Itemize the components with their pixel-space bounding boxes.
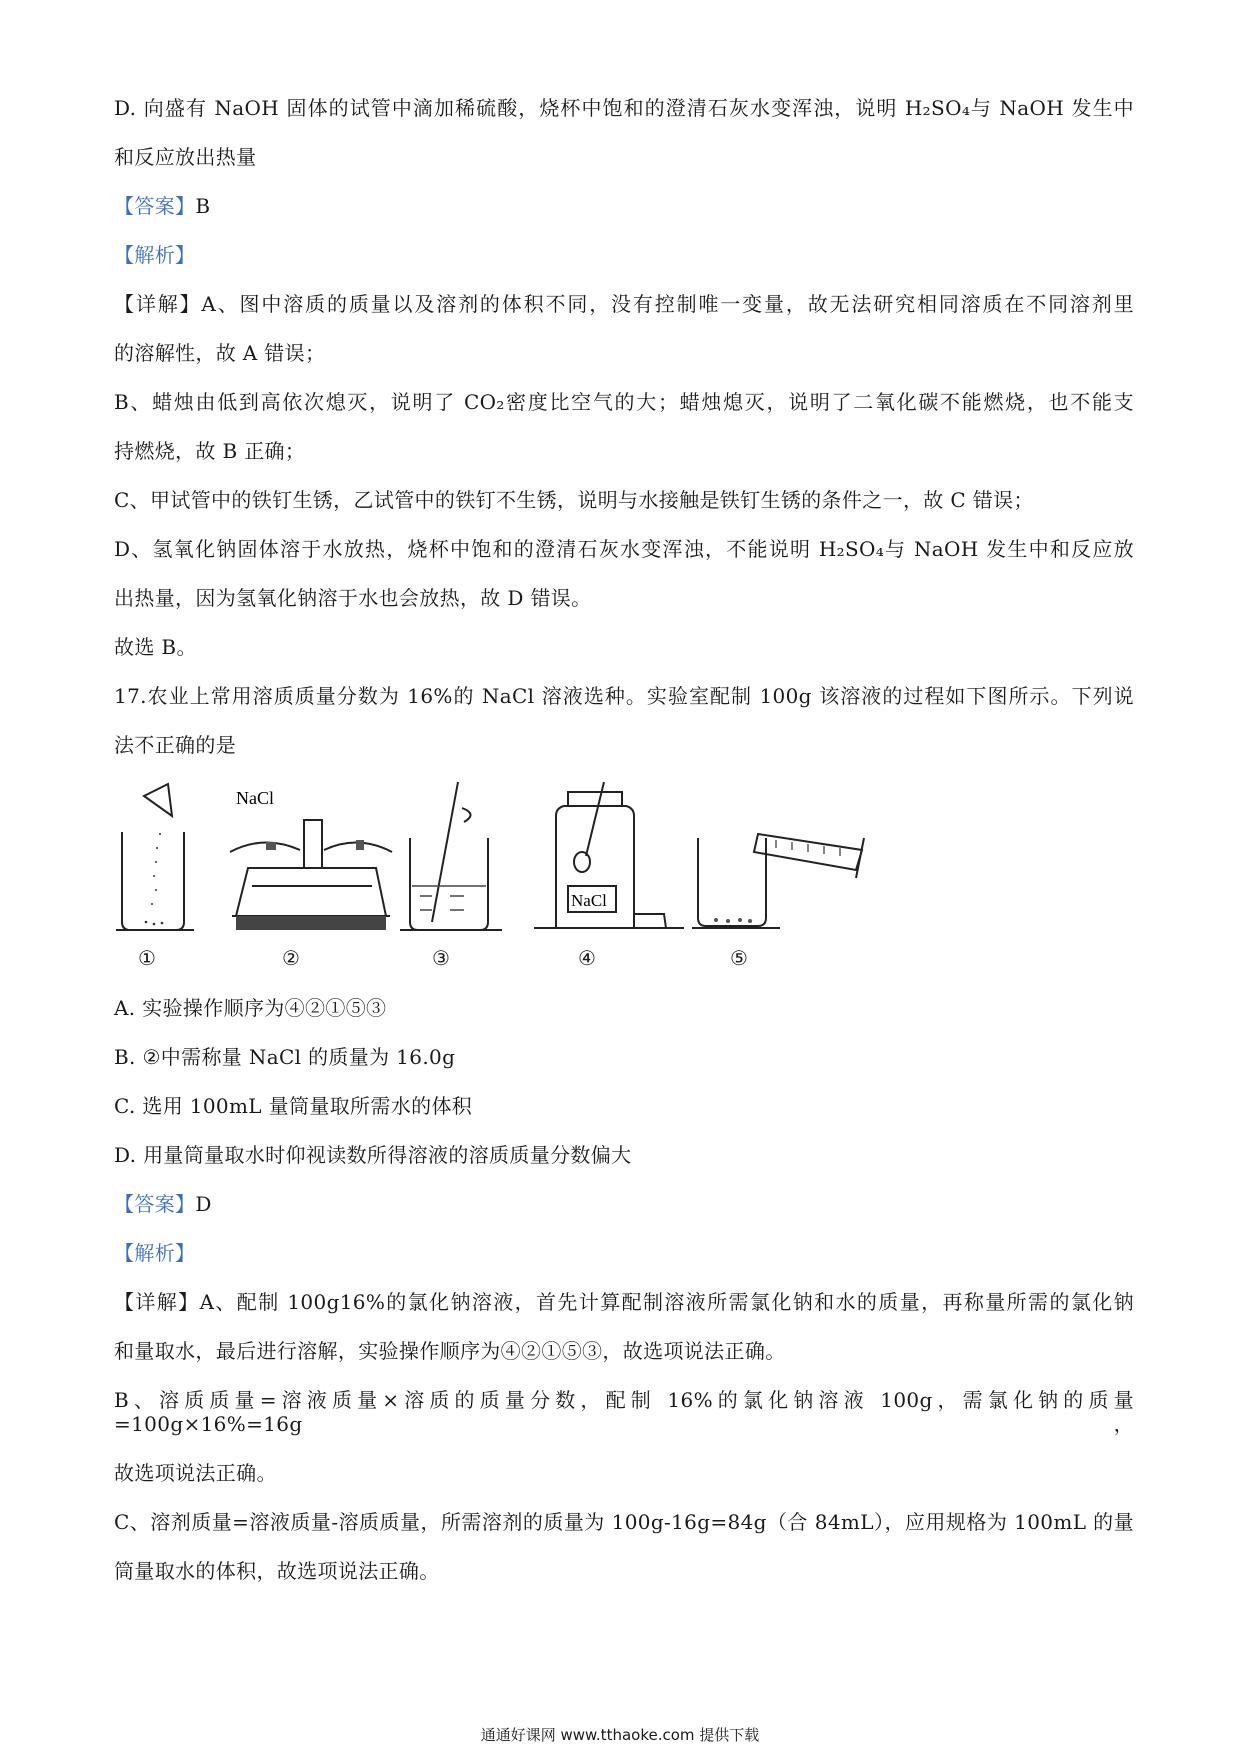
q16-answer <box>114 194 1134 218</box>
q16-analysis-tag: 【解析】 <box>114 243 196 267</box>
q17-option-c: C. 选用 100mL 量筒量取所需水的体积 <box>114 1094 473 1118</box>
q17-detail-b-line1: B、溶质质量=溶液质量×溶质的质量分数，配制 16%的氯化钠溶液 100g，需氯化钠的质量=100g×16%=16g， <box>114 1388 1134 1436</box>
q16-detail-b-line2: 持燃烧，故 B 正确； <box>114 439 306 463</box>
q16-detail-d-line1: D、氢氧化钠固体溶于水放热，烧杯中饱和的澄清石灰水变浑浊，不能说明 H₂SO₄与 NaOH 发生中和反应放 <box>114 537 1134 561</box>
balance-nacl-label: NaCl <box>236 788 274 808</box>
q17-detail-a-line2: 和量取水，最后进行溶解，实验操作顺序为④②①⑤③，故选项说法正确。 <box>114 1339 786 1363</box>
step1-pour-solid-figure <box>116 782 196 932</box>
step-label-1: ① <box>138 946 156 970</box>
step2-balance-figure <box>226 782 396 934</box>
q17-option-d: D. 用量筒量取水时仰视读数所得溶液的溶质质量分数偏大 <box>114 1143 632 1167</box>
q17-stem-line2: 法不正确的是 <box>114 733 237 757</box>
answer-tag: 【答案】 <box>114 194 196 218</box>
answer-value: B <box>195 194 211 218</box>
page-footer: 通通好课网 www.tthaoke.com 提供下载 <box>480 1726 760 1744</box>
q17-stem-line1: 17.农业上常用溶质质量分数为 16%的 NaCl 溶液选种。实验室配制 100g 该溶液的过程如下图所示。下列说 <box>114 684 1134 708</box>
q16-conclusion: 故选 B。 <box>114 635 197 659</box>
q17-analysis-tag: 【解析】 <box>114 1241 196 1265</box>
q16-detail-b-line1: B、蜡烛由低到高依次熄灭，说明了 CO₂密度比空气的大；蜡烛熄灭，说明了二氧化碳不能燃烧，也不能支 <box>114 390 1134 414</box>
q16-detail-d-line2: 出热量，因为氢氧化钠溶于水也会放热，故 D 错误。 <box>114 586 592 610</box>
step-label-3: ③ <box>432 946 450 970</box>
q16-detail-a-line1: 【详解】A、图中溶质的质量以及溶剂的体积不同，没有控制唯一变量，故无法研究相同溶质在不同溶剂里 <box>114 292 1134 316</box>
q17-answer <box>114 1192 1134 1216</box>
step-label-4: ④ <box>578 946 596 970</box>
step-label-2: ② <box>282 946 300 970</box>
q17-detail-c-line1: C、溶剂质量=溶液质量-溶质质量，所需溶剂的质量为 100g-16g=84g（合 84mL），应用规格为 100mL 的量 <box>114 1510 1134 1534</box>
bottle-nacl-label: NaCl <box>571 891 607 910</box>
q16-option-d-line1: D. 向盛有 NaOH 固体的试管中滴加稀硫酸，烧杯中饱和的澄清石灰水变浑浊，说明 H₂SO₄与 NaOH 发生中 <box>114 96 1134 120</box>
q16-detail-c: C、甲试管中的铁钉生锈，乙试管中的铁钉不生锈，说明与水接触是铁钉生锈的条件之一，故 C 错误； <box>114 488 1034 512</box>
q16-detail-a-line2: 的溶解性，故 A 错误； <box>114 341 326 365</box>
q17-experiment-figure <box>114 782 1134 982</box>
q17-option-a: A. 实验操作顺序为④②①⑤③ <box>114 996 387 1020</box>
answer-value: D <box>195 1192 212 1216</box>
q17-detail-a-line1: 【详解】A、配制 100g16%的氯化钠溶液，首先计算配制溶液所需氯化钠和水的质量，再称量所需的氯化钠 <box>114 1290 1134 1314</box>
q17-detail-c-line2: 筒量取水的体积，故选项说法正确。 <box>114 1559 440 1583</box>
page-content <box>114 96 1134 1608</box>
q16-option-d-line2: 和反应放出热量 <box>114 145 257 169</box>
step3-stir-figure <box>398 782 508 932</box>
q17-detail-b-line2: 故选项说法正确。 <box>114 1461 277 1485</box>
step5-pour-water-figure <box>696 782 886 932</box>
q17-option-b: B. ②中需称量 NaCl 的质量为 16.0g <box>114 1045 456 1069</box>
step4-reagent-bottle-figure <box>534 782 684 932</box>
answer-tag: 【答案】 <box>114 1192 196 1216</box>
step-label-5: ⑤ <box>730 946 748 970</box>
